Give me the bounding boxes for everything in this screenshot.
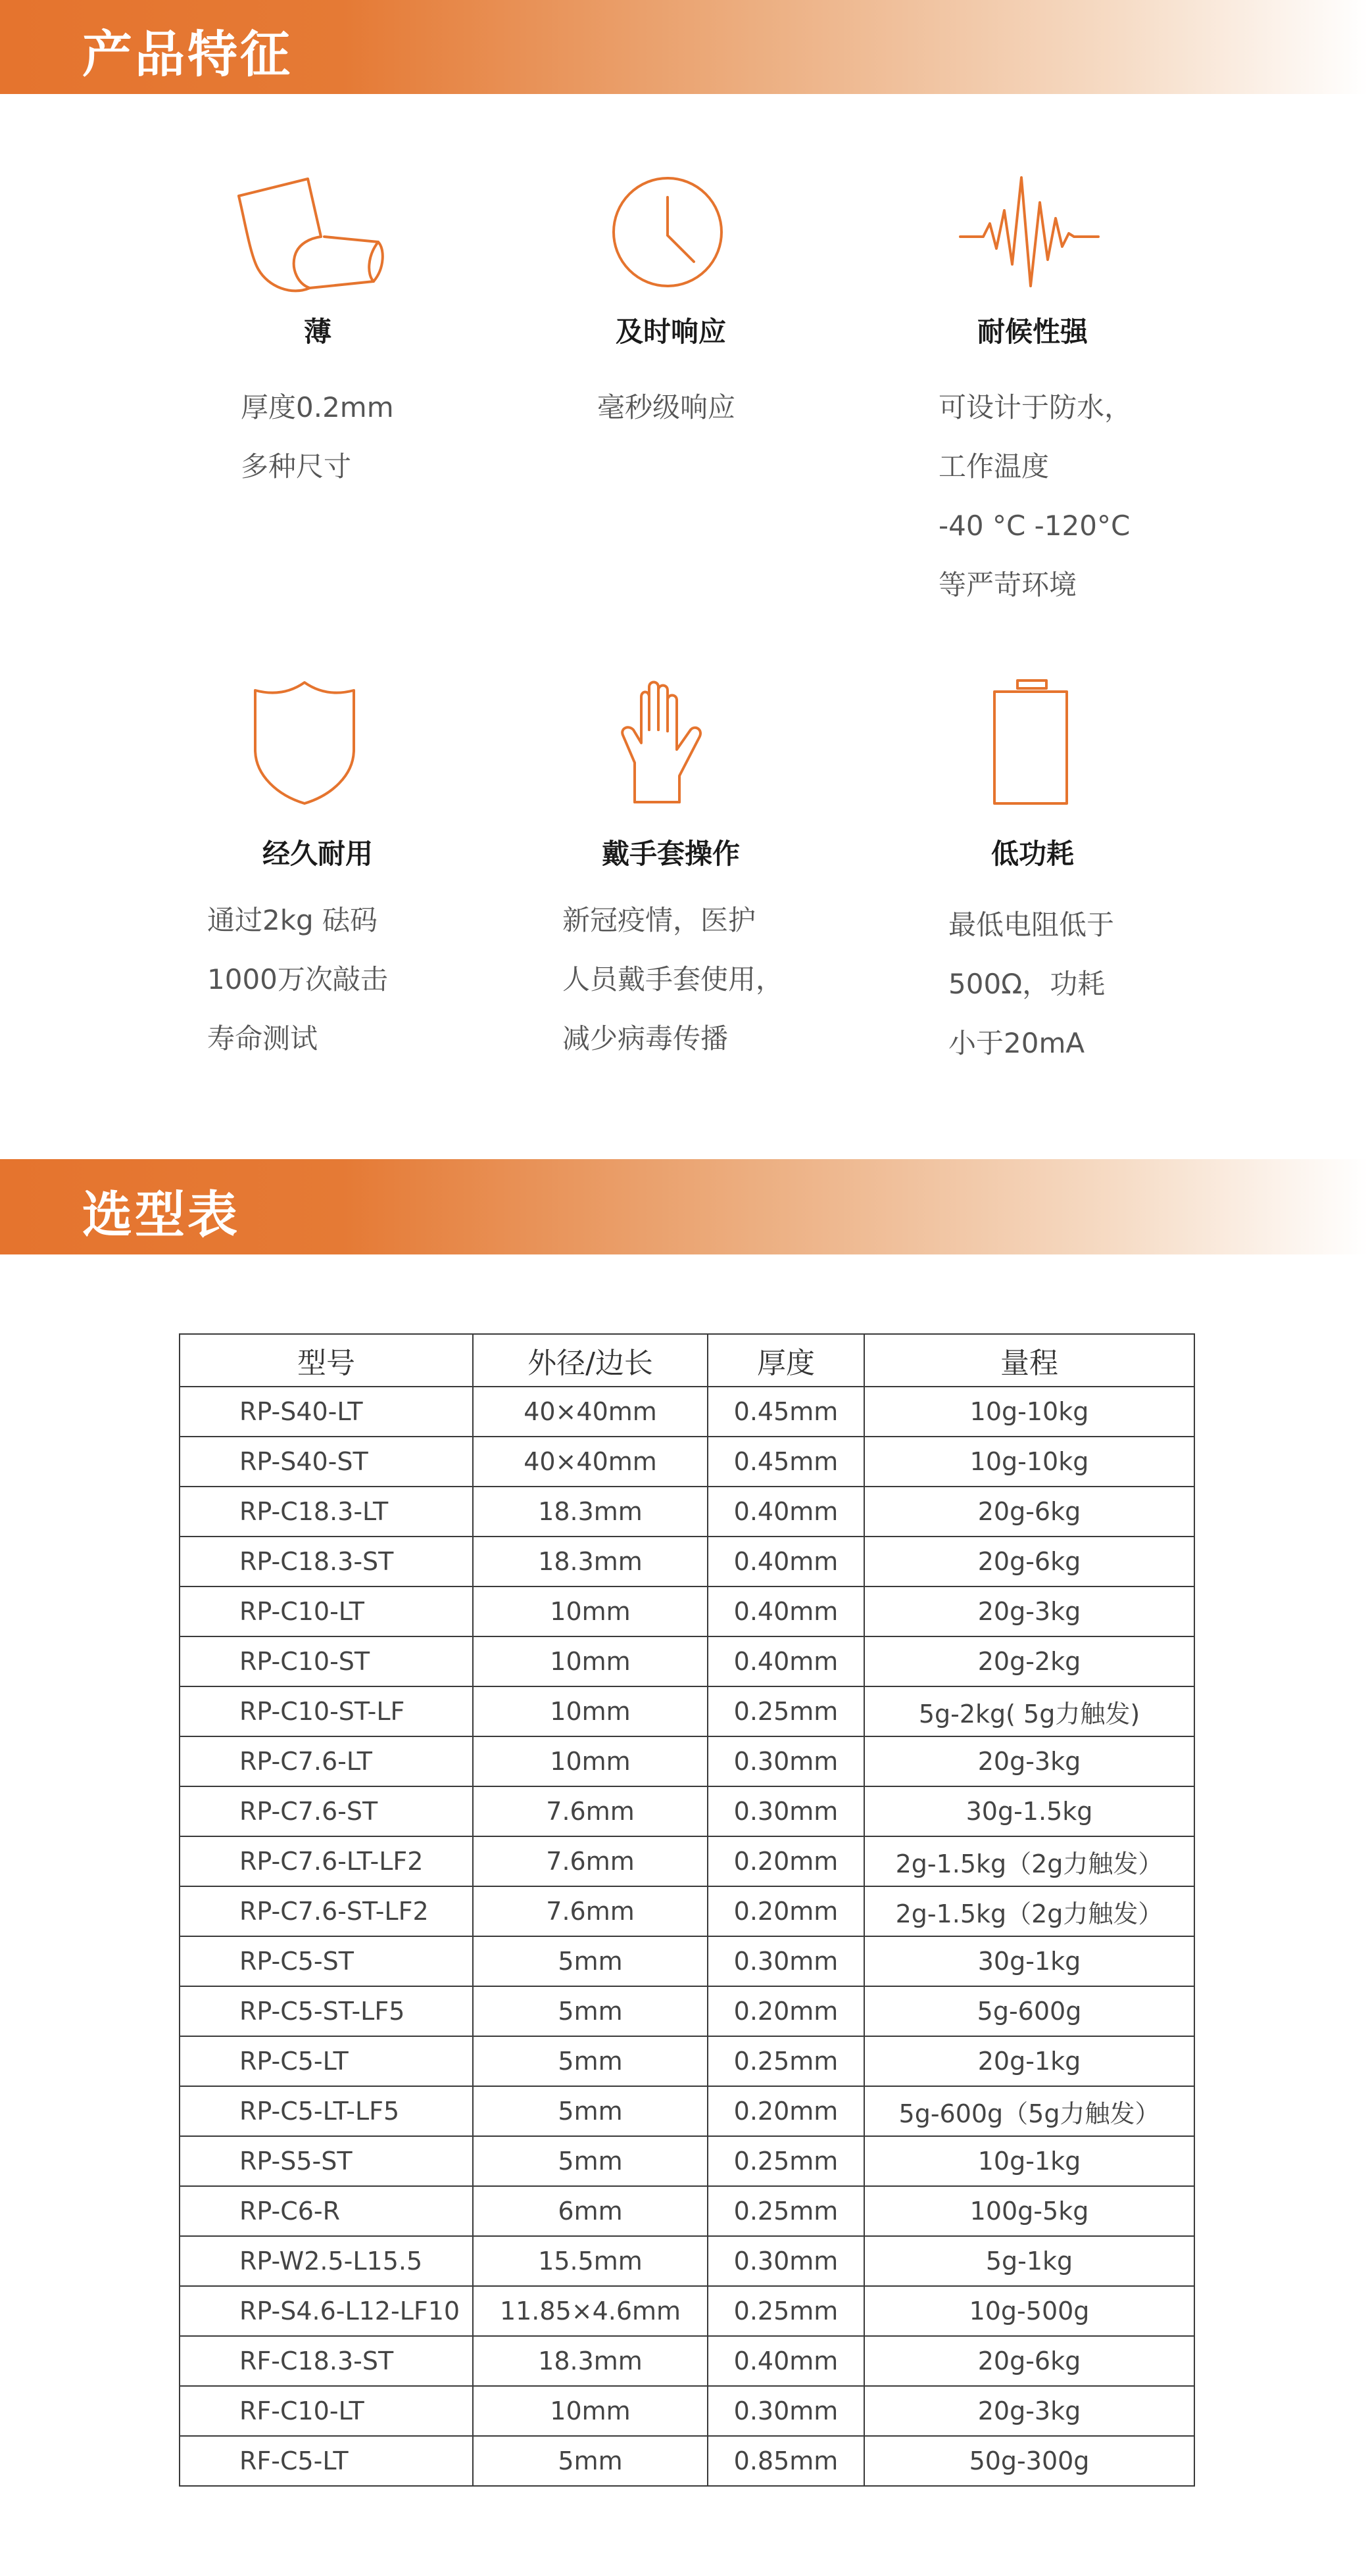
range-cell: 5g-600g: [864, 1986, 1194, 2036]
size-cell: 7.6mm: [473, 1886, 708, 1936]
model-cell: RP-C7.6-LT-LF2: [180, 1836, 473, 1886]
feature-name: 低功耗: [990, 838, 1074, 870]
clock-icon: [605, 170, 730, 295]
model-cell: RP-C5-ST: [180, 1936, 473, 1986]
thickness-cell: 0.25mm: [708, 2136, 864, 2186]
thickness-cell: 0.25mm: [708, 2186, 864, 2236]
thickness-cell: 0.40mm: [708, 2336, 864, 2386]
model-cell: RP-C5-LT: [180, 2036, 473, 2086]
size-cell: 10mm: [473, 1736, 708, 1786]
table-row: [180, 2036, 1194, 2086]
range-cell: 20g-1kg: [864, 2036, 1194, 2086]
thickness-cell: 0.25mm: [708, 1686, 864, 1736]
glove-hand-icon: [615, 677, 714, 809]
model-cell: RP-C7.6-ST: [180, 1786, 473, 1836]
size-cell: 15.5mm: [473, 2236, 708, 2286]
size-cell: 11.85×4.6mm: [473, 2286, 708, 2336]
range-cell: 20g-3kg: [864, 1586, 1194, 1636]
size-cell: 10mm: [473, 2386, 708, 2436]
range-cell: 20g-3kg: [864, 2386, 1194, 2436]
curled-film-icon: [232, 171, 390, 302]
size-cell: 10mm: [473, 1686, 708, 1736]
size-cell: 40×40mm: [473, 1387, 708, 1437]
feature-description: 厚度0.2mm 多种尺寸: [241, 391, 394, 483]
feature-description: 新冠疫情，医护 人员戴手套使用， 减少病毒传播: [562, 904, 784, 1055]
table-row: [180, 1387, 1194, 1437]
feature-description: 毫秒级响应: [597, 391, 736, 423]
feature-name: 经久耐用: [262, 838, 373, 870]
table-row: [180, 2236, 1194, 2286]
range-cell: 2g-1.5kg（2g力触发）: [864, 1836, 1194, 1886]
size-cell: 5mm: [473, 1986, 708, 2036]
size-cell: 40×40mm: [473, 1437, 708, 1487]
size-cell: 5mm: [473, 2086, 708, 2136]
waveform-icon: [957, 171, 1102, 296]
feature-name: 及时响应: [615, 316, 726, 348]
thickness-cell: 0.25mm: [708, 2036, 864, 2086]
thickness-cell: 0.30mm: [708, 2236, 864, 2286]
model-cell: RF-C5-LT: [180, 2436, 473, 2486]
thickness-cell: 0.85mm: [708, 2436, 864, 2486]
feature-name: 耐候性强: [977, 316, 1088, 348]
range-cell: 5g-600g（5g力触发）: [864, 2086, 1194, 2136]
features-section-title: 产品特征: [82, 25, 293, 83]
range-cell: 20g-6kg: [864, 1537, 1194, 1586]
thickness-cell: 0.40mm: [708, 1586, 864, 1636]
table-row: [180, 1786, 1194, 1836]
range-cell: 10g-1kg: [864, 2136, 1194, 2186]
size-cell: 18.3mm: [473, 1487, 708, 1537]
table-row: [180, 1936, 1194, 1986]
thickness-cell: 0.40mm: [708, 1537, 864, 1586]
range-cell: 2g-1.5kg（2g力触发）: [864, 1886, 1194, 1936]
model-cell: RP-C5-ST-LF5: [180, 1986, 473, 2036]
thickness-cell: 0.20mm: [708, 1886, 864, 1936]
range-cell: 20g-6kg: [864, 2336, 1194, 2386]
model-cell: RP-C10-ST-LF: [180, 1686, 473, 1736]
table-row: [180, 2086, 1194, 2136]
range-cell: 10g-500g: [864, 2286, 1194, 2336]
model-cell: RP-W2.5-L15.5: [180, 2236, 473, 2286]
range-cell: 20g-2kg: [864, 1636, 1194, 1686]
thickness-cell: 0.30mm: [708, 2386, 864, 2436]
feature-name: 戴手套操作: [601, 838, 740, 870]
table-row: [180, 2336, 1194, 2386]
table-header-cell: 型号: [180, 1334, 473, 1387]
model-cell: RP-C18.3-ST: [180, 1537, 473, 1586]
thickness-cell: 0.30mm: [708, 1736, 864, 1786]
model-cell: RP-C5-LT-LF5: [180, 2086, 473, 2136]
features-banner: [0, 0, 1368, 94]
size-cell: 5mm: [473, 2036, 708, 2086]
size-cell: 6mm: [473, 2186, 708, 2236]
model-cell: RP-S4.6-L12-LF10: [180, 2286, 473, 2336]
model-cell: RP-S40-ST: [180, 1437, 473, 1487]
selection-table-title: 选型表: [82, 1185, 240, 1244]
model-cell: RP-C10-LT: [180, 1586, 473, 1636]
model-cell: RP-C7.6-LT: [180, 1736, 473, 1786]
thickness-cell: 0.20mm: [708, 1836, 864, 1886]
table-row: [180, 2286, 1194, 2336]
model-cell: RP-S40-LT: [180, 1387, 473, 1437]
thickness-cell: 0.45mm: [708, 1387, 864, 1437]
table-header-row: [180, 1334, 1194, 1387]
model-cell: RP-S5-ST: [180, 2136, 473, 2186]
range-cell: 10g-10kg: [864, 1387, 1194, 1437]
thickness-cell: 0.45mm: [708, 1437, 864, 1487]
size-cell: 7.6mm: [473, 1836, 708, 1886]
table-header-cell: 外径/边长: [473, 1334, 708, 1387]
model-cell: RP-C6-R: [180, 2186, 473, 2236]
table-header-cell: 厚度: [708, 1334, 864, 1387]
range-cell: 10g-10kg: [864, 1437, 1194, 1487]
spec-table: [179, 1333, 1195, 2487]
table-row: [180, 2386, 1194, 2436]
table-row: [180, 1986, 1194, 2036]
range-cell: 5g-1kg: [864, 2236, 1194, 2286]
thickness-cell: 0.40mm: [708, 1636, 864, 1686]
thickness-cell: 0.40mm: [708, 1487, 864, 1537]
thickness-cell: 0.30mm: [708, 1936, 864, 1986]
model-cell: RP-C7.6-ST-LF2: [180, 1886, 473, 1936]
size-cell: 10mm: [473, 1586, 708, 1636]
table-row: [180, 1836, 1194, 1886]
range-cell: 30g-1.5kg: [864, 1786, 1194, 1836]
size-cell: 7.6mm: [473, 1786, 708, 1836]
range-cell: 20g-6kg: [864, 1487, 1194, 1537]
table-row: [180, 2186, 1194, 2236]
table-header-cell: 量程: [864, 1334, 1194, 1387]
size-cell: 5mm: [473, 2136, 708, 2186]
size-cell: 5mm: [473, 1936, 708, 1986]
feature-name: 薄: [303, 316, 331, 348]
thickness-cell: 0.20mm: [708, 2086, 864, 2136]
thickness-cell: 0.25mm: [708, 2286, 864, 2336]
size-cell: 18.3mm: [473, 2336, 708, 2386]
table-row: [180, 1437, 1194, 1487]
size-cell: 5mm: [473, 2436, 708, 2486]
size-cell: 10mm: [473, 1636, 708, 1686]
model-cell: RP-C18.3-LT: [180, 1487, 473, 1537]
table-row: [180, 1586, 1194, 1636]
table-row: [180, 1686, 1194, 1736]
thickness-cell: 0.30mm: [708, 1786, 864, 1836]
shield-icon: [249, 677, 360, 809]
range-cell: 30g-1kg: [864, 1936, 1194, 1986]
size-cell: 18.3mm: [473, 1537, 708, 1586]
range-cell: 100g-5kg: [864, 2186, 1194, 2236]
model-cell: RF-C10-LT: [180, 2386, 473, 2436]
feature-description: 最低电阻低于 500Ω，功耗 小于20mA: [948, 909, 1115, 1059]
table-row: [180, 2136, 1194, 2186]
feature-description: 通过2kg 砝码 1000万次敲击 寿命测试: [207, 904, 388, 1055]
battery-icon: [987, 677, 1072, 809]
table-row: [180, 1487, 1194, 1537]
range-cell: 50g-300g: [864, 2436, 1194, 2486]
feature-description: 可设计于防水， 工作温度 -40 °C -120°C 等严苛环境: [939, 391, 1133, 601]
range-cell: 20g-3kg: [864, 1736, 1194, 1786]
selection-table-banner: [0, 1159, 1368, 1254]
table-row: [180, 1537, 1194, 1586]
table-row: [180, 2436, 1194, 2486]
model-cell: RF-C18.3-ST: [180, 2336, 473, 2386]
thickness-cell: 0.20mm: [708, 1986, 864, 2036]
model-cell: RP-C10-ST: [180, 1636, 473, 1686]
table-row: [180, 1886, 1194, 1936]
table-row: [180, 1636, 1194, 1686]
range-cell: 5g-2kg( 5g力触发): [864, 1686, 1194, 1736]
table-row: [180, 1736, 1194, 1786]
